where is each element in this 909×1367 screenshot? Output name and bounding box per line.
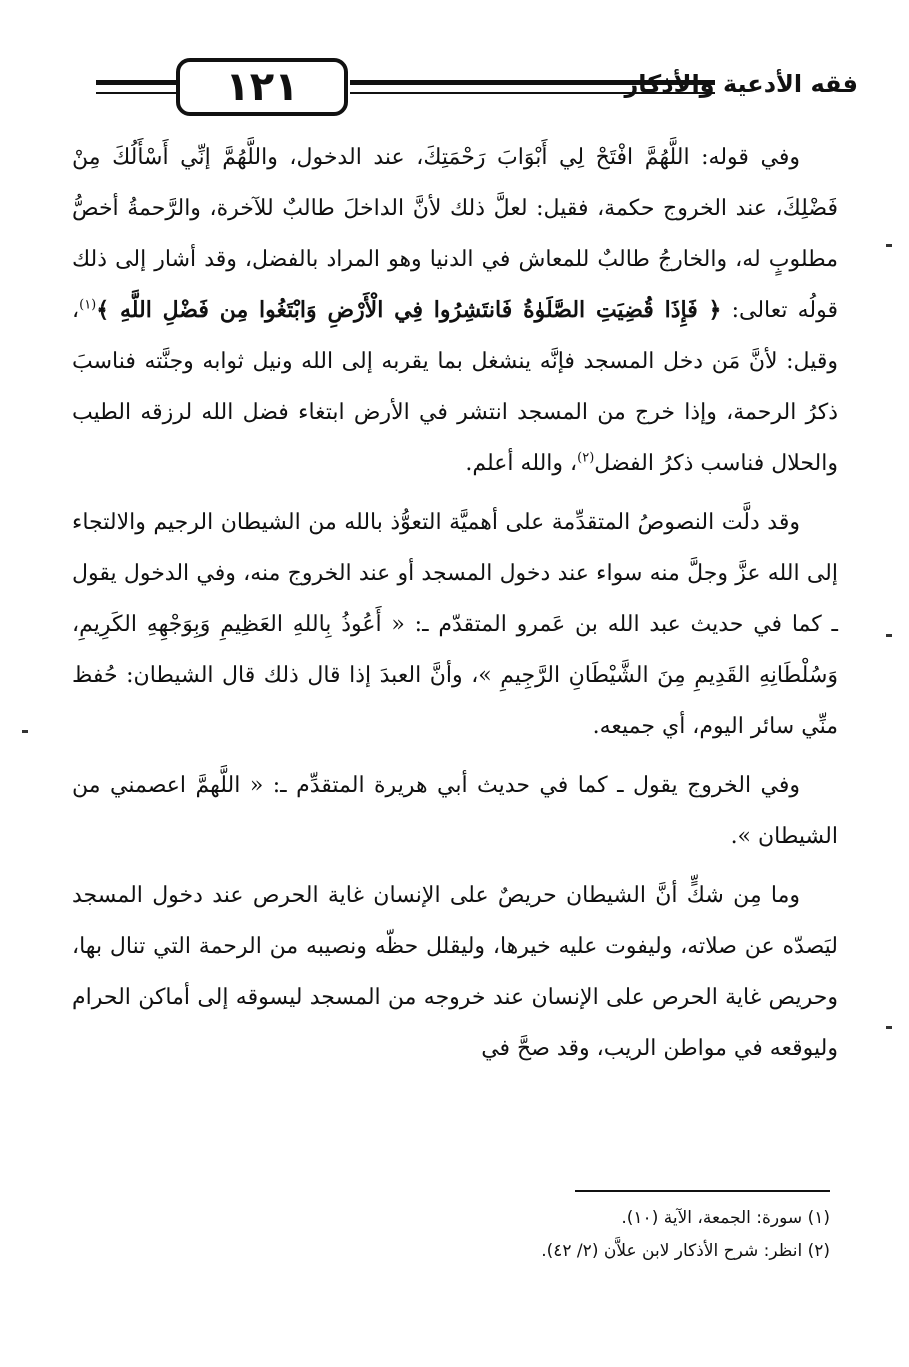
text-segment: ، وقيل: لأنَّ مَن دخل المسجد فإنَّه ينشغل بما يقربه إلى الله ونيل ثوابه وجنَّته فناسبَ ذكرُ الرحمة، وإذا خرج من المسجد انتشر في الأرض ابتغاء فضل الله لرزقه الطيب والحلال فناسب ذكرُ الفضل [72,298,838,476]
quran-verse: ﴿ فَإِذَا قُضِيَتِ الصَّلَوٰةُ فَانتَشِرُوا فِي الْأَرْضِ وَابْتَغُوا مِن فَضْلِ اللَّهِ ﴾ [96,297,722,323]
text-segment: وقد دلَّت النصوصُ المتقدِّمة على أهميَّة التعوُّذ بالله من الشيطان الرجيم والالتجاء إلى الله عزَّ وجلَّ منه سواء عند دخول المسجد أو عند الخروج منه، وفي الدخول يقول ـ كما في حديث عبد الله بن عَمرو المتقدّم ـ: « أَعُوذُ بِاللهِ العَظِيمِ وَبِوَجْهِهِ الكَرِيمِ، وَسُلْطَانِهِ القَدِيمِ مِنَ الشَّيْطَانِ الرَّجِيمِ »، وأنَّ العبدَ إذا قال ذلك قال الشيطان: حُفظ منِّي سائر اليوم، أي جميعه. [72,510,838,739]
margin-mark [22,730,28,733]
margin-mark [886,244,892,247]
text-segment: وما مِن شكٍّ أنَّ الشيطان حريصٌ على الإنسان غاية الحرص عند دخول المسجد ليَصدّه عن صلاته، وليفوت عليه خيرها، وليقلل حظّه ونصيبه من الرحمة التي تنال بها، وحريص غاية الحرص على الإنسان عند خروجه من المسجد ليسوقه إلى أماكن الحرام وليوقعه في مواطن الريب، وقد صحَّ في [72,883,838,1061]
body-text [72,132,838,1082]
page-number: ١٢١ [176,58,348,116]
running-title: فقه الأدعية والأذكار [624,70,858,98]
paragraph [72,132,838,489]
footnotes [300,1202,830,1268]
text-segment: ، والله أعلم. [465,451,578,476]
footnote-1: (١) سورة: الجمعة، الآية (١٠). [621,1208,830,1228]
footnote-ref: (١) [79,297,97,313]
paragraph [72,760,838,862]
margin-mark [886,1026,892,1029]
footnote-separator [575,1190,830,1192]
paragraph [72,497,838,752]
paragraph [72,870,838,1074]
footnote-2: (٢) انظر: شرح الأذكار لابن علاَّن (٢/ ٤٢). [541,1241,830,1261]
text-segment: وفي الخروج يقول ـ كما في حديث أبي هريرة المتقدِّم ـ: « اللَّهمَّ اعصمني من الشيطان ». [72,773,838,849]
header-rule-left [96,80,176,94]
page-header [88,58,858,118]
text-segment: وفي قوله: اللَّهُمَّ افْتَحْ لِي أَبْوَابَ رَحْمَتِكَ، عند الدخول، واللَّهُمَّ إنِّي أَسْأَلُكَ مِنْ فَضْلِكَ، عند الخروج حكمة، فقيل: لعلَّ ذلك لأنَّ الداخلَ طالبٌ للآخرة، والرَّحمةُ أخصُّ مطلوبٍ له، والخارجُ طالبٌ للمعاش في الدنيا وهو المراد بالفضل، وقد أشار إلى ذلك قولُه تعالى: [72,145,838,323]
margin-mark [886,634,892,637]
footnote-ref: (٢) [577,450,595,466]
